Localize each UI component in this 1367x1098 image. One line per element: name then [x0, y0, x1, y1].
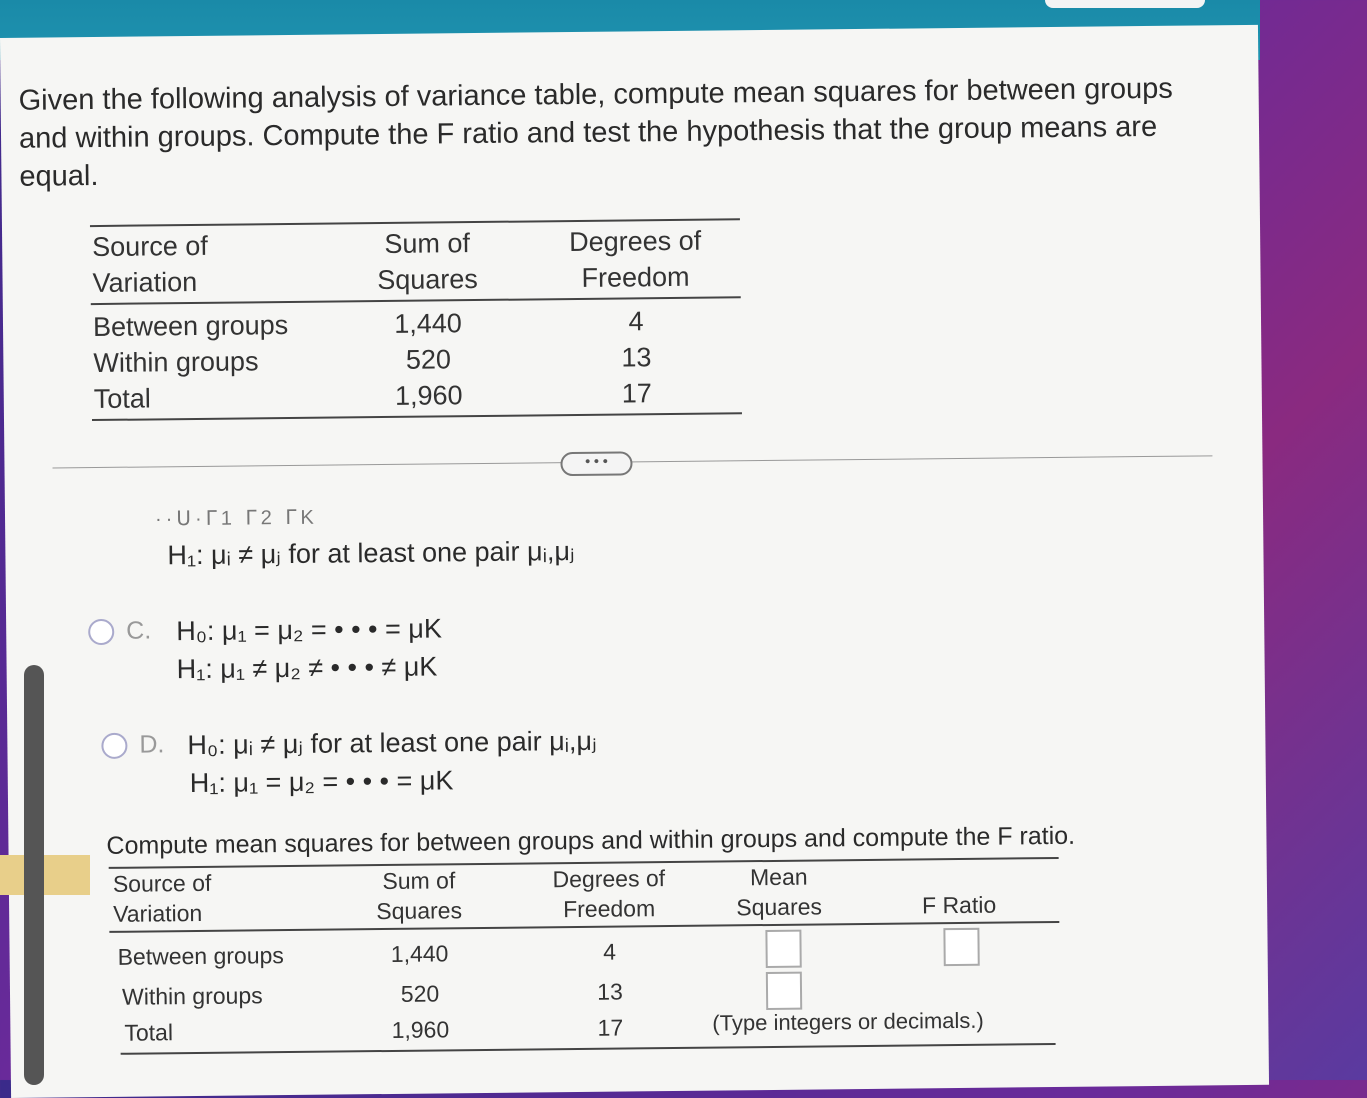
- option-d-radio[interactable]: [101, 733, 127, 759]
- top-tab-pill[interactable]: [1045, 0, 1205, 8]
- row-ss: 1,960: [394, 380, 463, 411]
- row-df: 13: [597, 978, 623, 1005]
- row-source: Between groups: [92, 309, 289, 343]
- row-ss: 1,440: [390, 940, 449, 967]
- header-ss-line1: Sum of: [384, 228, 471, 259]
- input-hint: (Type integers or decimals.): [712, 1007, 984, 1036]
- ms-within-input[interactable]: [766, 972, 802, 1010]
- header-ms-line2: Squares: [736, 893, 823, 921]
- option-c-h1[interactable]: H₁: μ₁ ≠ μ₂ ≠ • • • ≠ μK: [176, 651, 438, 685]
- header-df-line2: Freedom: [581, 261, 690, 293]
- row-df: 13: [621, 342, 652, 373]
- highlight-strip: [0, 855, 90, 895]
- row-ss: 1,960: [391, 1016, 450, 1043]
- f-ratio-input[interactable]: [943, 928, 979, 966]
- header-source-line2: Variation: [113, 899, 203, 927]
- row-df: 4: [628, 306, 644, 337]
- header-ss-line1: Sum of: [382, 867, 456, 895]
- header-f-ratio: F Ratio: [921, 891, 997, 919]
- row-ss: 520: [400, 980, 440, 1007]
- header-source-line1: Source of: [92, 230, 208, 263]
- expand-ellipsis-button[interactable]: • • •: [560, 451, 632, 476]
- row-ss: 1,440: [394, 308, 462, 339]
- option-c-h0[interactable]: H₀: μ₁ = μ₂ = • • • = μK: [176, 613, 443, 647]
- header-ss-line2: Squares: [376, 897, 463, 925]
- header-df-line1: Degrees of: [552, 865, 666, 893]
- option-c-radio[interactable]: [88, 619, 114, 645]
- question-page: [0, 25, 1269, 1098]
- header-ss-line2: Squares: [377, 264, 478, 296]
- row-source: Total: [124, 1019, 174, 1046]
- row-source: Within groups: [121, 982, 263, 1010]
- question-prompt: Given the following analysis of variance table, compute mean squares for between groups and within groups. Compute the F ratio and test the hypothesis that the group means are equal.: [18, 72, 1173, 193]
- option-d-h0[interactable]: H₀: μᵢ ≠ μⱼ for at least one pair μᵢ,μⱼ: [187, 725, 597, 761]
- ms-between-input[interactable]: [765, 930, 801, 968]
- option-d-letter: D.: [139, 730, 165, 759]
- header-df-line1: Degrees of: [568, 225, 702, 258]
- row-df: 17: [597, 1014, 624, 1041]
- option-c-letter: C.: [126, 616, 152, 645]
- option-b-h1: H₁: μᵢ ≠ μⱼ for at least one pair μᵢ,μⱼ: [167, 536, 575, 571]
- option-d-h1[interactable]: H₁: μ₁ = μ₂ = • • • = μK: [189, 765, 454, 799]
- header-source-line1: Source of: [112, 869, 212, 897]
- compute-instruction: Compute mean squares for between groups and within groups and compute the F ratio.: [106, 821, 1076, 860]
- row-source: Within groups: [93, 346, 259, 379]
- anova-table: [90, 218, 740, 415]
- header-source-line2: Variation: [92, 266, 198, 299]
- option-b-h0-partial: ··ᑌ·ᒥ1 ᒥ2 ᒥK: [154, 506, 318, 531]
- hypothesis-options: [75, 498, 975, 799]
- row-source: Between groups: [117, 942, 284, 970]
- row-df: 4: [603, 938, 617, 965]
- header-df-line2: Freedom: [562, 895, 656, 923]
- row-df: 17: [621, 378, 652, 409]
- row-ss: 520: [405, 344, 452, 375]
- header-ms-line1: Mean: [749, 863, 808, 891]
- row-source: Total: [93, 383, 151, 415]
- scrollbar[interactable]: [24, 665, 44, 1085]
